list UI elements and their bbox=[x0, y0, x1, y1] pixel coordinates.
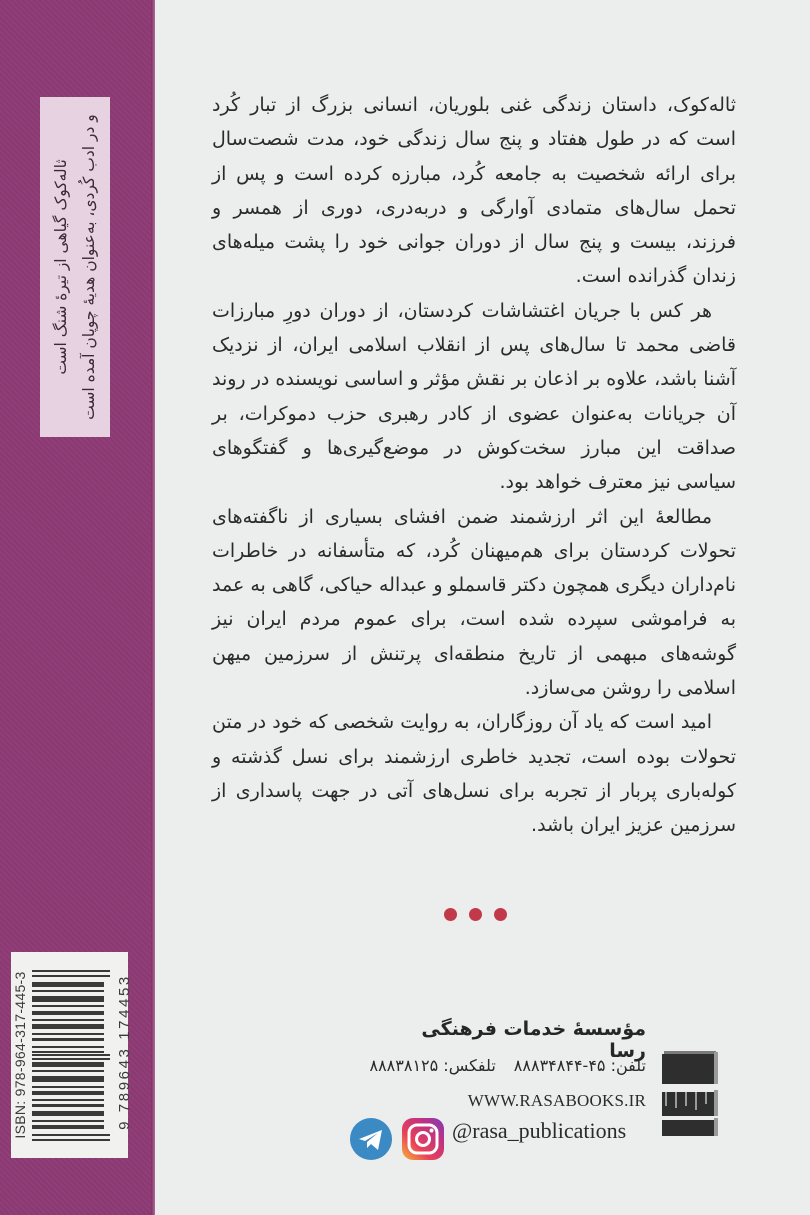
telegram-icon[interactable] bbox=[350, 1118, 392, 1160]
publisher-phone: تلفن: ۴۵-۸۸۸۳۴۸۴۴ bbox=[513, 1056, 646, 1075]
publisher-logo-icon bbox=[660, 1050, 720, 1138]
blurb-paragraph-4: امید است که یاد آن روزگاران، به روایت شخصی که خود در متن تحولات بوده است، تجدید خاطری ارزشمند برای نسل گذشته و کوله‌باری پربار از تجربه برای نسل‌های آتی در جهت پاسداری از سرزمین عزیز ایران باشد. bbox=[212, 711, 736, 837]
isbn-label: ISBN: 978-964-317-445-3 bbox=[12, 971, 28, 1139]
publisher-contact bbox=[338, 1056, 646, 1075]
spine-edge bbox=[151, 0, 155, 1215]
separator-dot bbox=[494, 908, 507, 921]
spine-quote bbox=[40, 97, 110, 437]
blurb-paragraph-1: ثاله‌کوک، داستان زندگی غنی بلوریان، انسانی بزرگ از تبار کُرد است که در طول هفتاد و پنج سال زندگی خود، مدت شصت‌سال برای ارائه شخصیت به جامعه کُرد، مبارزه کرده است و پس از تحمل سال‌های متمادی آوارگی و دربه‌دری، دوری از همسر و فرزند، بیست‌ و پنج سال از دوران جوانی خود را پشت میله‌های زندان گذرانده است. bbox=[212, 94, 736, 288]
blurb-paragraph-3: مطالعهٔ این اثر ارزشمند ضمن افشای بسیاری از ناگفته‌های تحولات کردستان برای هم‌میهنان کُرد، که متأسفانه در خاطرات نام‌داران دیگری همچون دکتر قاسملو و عبداله حیاکی، گاهی به عمد به فراموشی سپرده شده است، برای عموم مردم ایران نیز گوشه‌های مبهمی از تاریخ منطقه‌ای پرتنش از سرزمین میهن اسلامی را روشن می‌سازد. bbox=[212, 505, 736, 700]
blurb-text bbox=[212, 88, 736, 843]
separator-dot bbox=[469, 908, 482, 921]
barcode-digits: 9 789643 174453 bbox=[116, 974, 133, 1130]
instagram-icon[interactable] bbox=[402, 1118, 444, 1160]
blurb-paragraph-2: هر کس با جریان اغتشاشات کردستان، از دوران دورِ مبارزات قاضی محمد تا سال‌های پس از انقلاب اسلامی ایران، از نزدیک آشنا باشد، علاوه بر اذعان بر نقش مؤثر و اساسی نویسنده در روند آن جریانات به‌عنوان عضوی از کادر رهبری حزب دموکرات، بر صداقت این مبارز سخت‌کوش در موضع‌گیری‌ها و گفتگوهای سیاسی نیز معترف خواهد بود. bbox=[212, 299, 736, 494]
spine-quote-line-1: ثاله‌کوک گیاهی از تیرهٔ شنگ است bbox=[52, 159, 70, 375]
publisher-website[interactable]: WWW.RASABOOKS.IR bbox=[467, 1091, 646, 1110]
spine-quote-line-2: و در ادب کُردی، به‌عنوان هدیهٔ چوپان آمده است bbox=[80, 114, 98, 420]
publisher-social-handle[interactable]: @rasa_publications bbox=[452, 1118, 627, 1143]
separator-dot bbox=[444, 908, 457, 921]
barcode-icon bbox=[32, 970, 110, 1142]
publisher-name: مؤسسهٔ خدمات فرهنگی رسا bbox=[421, 1018, 646, 1062]
publisher-fax: تلفکس: ۸۸۸۳۸۱۲۵ bbox=[369, 1056, 496, 1075]
separator-dots bbox=[444, 908, 507, 921]
